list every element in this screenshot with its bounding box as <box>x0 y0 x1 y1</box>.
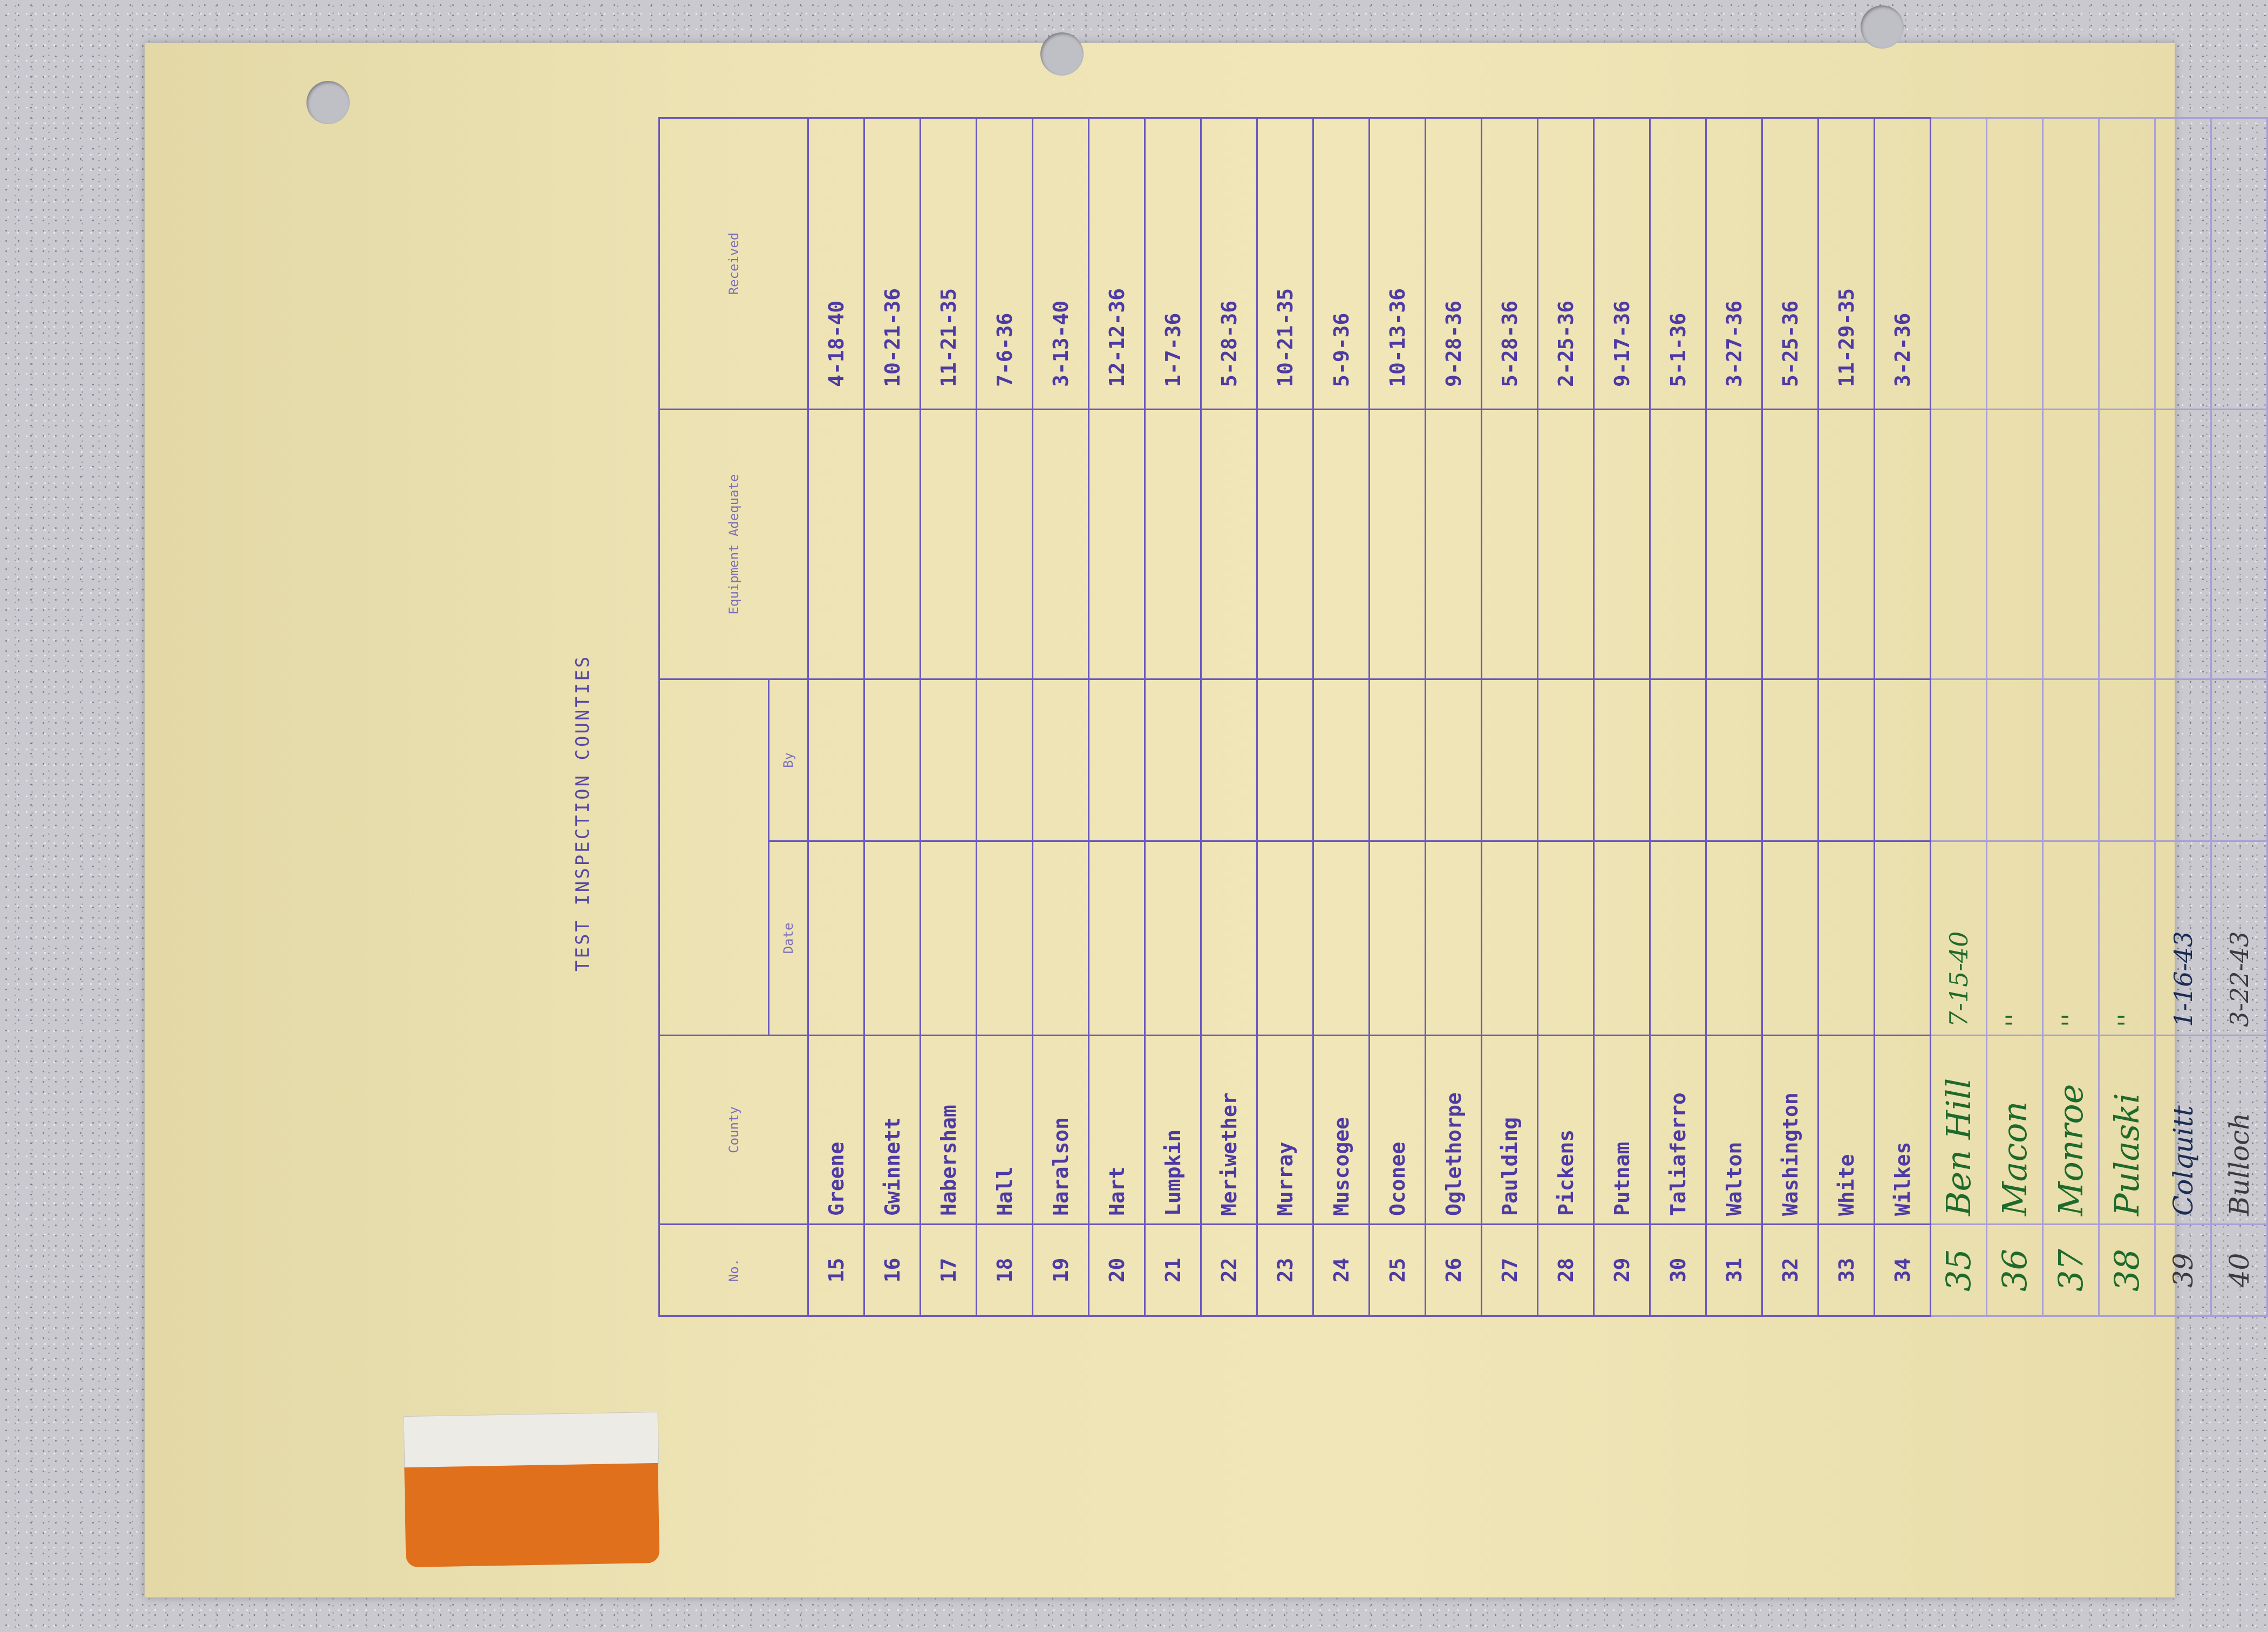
table-row-handwritten <box>1987 118 2043 1316</box>
inspected-by <box>1482 679 1538 841</box>
row-number: 33 <box>1819 1225 1875 1316</box>
row-number: 32 <box>1762 1225 1819 1316</box>
equipment-adequate <box>1201 410 1257 679</box>
index-tab-orange <box>404 1463 659 1567</box>
inspected-by <box>1426 679 1482 841</box>
inspected-by <box>1762 679 1819 841</box>
row-number: 37 <box>2043 1225 2099 1316</box>
equipment-adequate <box>1987 410 2043 679</box>
header-county: County <box>659 1036 808 1225</box>
county-name: Lumpkin <box>1145 1036 1201 1225</box>
equipment-adequate <box>1257 410 1313 679</box>
row-number: 21 <box>1145 1225 1201 1316</box>
row-number: 28 <box>1538 1225 1594 1316</box>
received-date: 3-13-40 <box>1033 118 1089 410</box>
equipment-adequate <box>1538 410 1594 679</box>
row-number: 17 <box>921 1225 977 1316</box>
inspection-date: 3-22-43 <box>2211 841 2267 1036</box>
county-name: Hart <box>1089 1036 1145 1225</box>
equipment-adequate <box>1145 410 1201 679</box>
county-name: Haralson <box>1033 1036 1089 1225</box>
received-date <box>2211 118 2267 410</box>
table-row <box>1650 118 1706 1316</box>
header-row <box>659 118 769 1316</box>
table-row-handwritten <box>2155 118 2211 1316</box>
received-date <box>2099 118 2155 410</box>
inspected-by <box>2099 679 2155 841</box>
table-row <box>977 118 1033 1316</box>
ledger-body <box>808 118 2267 1316</box>
county-name: Oconee <box>1370 1036 1426 1225</box>
row-number: 22 <box>1201 1225 1257 1316</box>
county-name: Putnam <box>1594 1036 1650 1225</box>
inspected-by <box>921 679 977 841</box>
county-name: Walton <box>1706 1036 1762 1225</box>
inspected-by <box>1706 679 1762 841</box>
table-row <box>864 118 921 1316</box>
county-name: Taliaferro <box>1650 1036 1706 1225</box>
table-row <box>1257 118 1313 1316</box>
table-row-handwritten <box>2043 118 2099 1316</box>
inspected-by <box>1594 679 1650 841</box>
county-name: Ben Hill <box>1931 1036 1987 1225</box>
equipment-adequate <box>1089 410 1145 679</box>
row-number: 39 <box>2155 1225 2211 1316</box>
equipment-adequate <box>1033 410 1089 679</box>
row-number: 16 <box>864 1225 921 1316</box>
county-name: Greene <box>808 1036 864 1225</box>
received-date: 5-1-36 <box>1650 118 1706 410</box>
table-row <box>1313 118 1370 1316</box>
table-row <box>921 118 977 1316</box>
county-name: Oglethorpe <box>1426 1036 1482 1225</box>
row-number: 34 <box>1875 1225 1931 1316</box>
received-date: 9-17-36 <box>1594 118 1650 410</box>
received-date: 11-29-35 <box>1819 118 1875 410</box>
received-date: 12-12-36 <box>1089 118 1145 410</box>
equipment-adequate <box>2155 410 2211 679</box>
received-date <box>1987 118 2043 410</box>
inspection-date <box>864 841 921 1036</box>
inspected-by <box>977 679 1033 841</box>
received-date: 9-28-36 <box>1426 118 1482 410</box>
inspection-date <box>1875 841 1931 1036</box>
county-name: Wilkes <box>1875 1036 1931 1225</box>
inspected-by <box>1201 679 1257 841</box>
county-name: Colquitt <box>2155 1036 2211 1225</box>
row-number: 26 <box>1426 1225 1482 1316</box>
county-name: Pulaski <box>2099 1036 2155 1225</box>
table-row <box>1706 118 1762 1316</box>
row-number: 15 <box>808 1225 864 1316</box>
county-name: Hall <box>977 1036 1033 1225</box>
row-number: 40 <box>2211 1225 2267 1316</box>
row-number: 23 <box>1257 1225 1313 1316</box>
equipment-adequate <box>864 410 921 679</box>
equipment-adequate <box>2043 410 2099 679</box>
inspected-by <box>808 679 864 841</box>
inspected-by <box>1538 679 1594 841</box>
row-number: 18 <box>977 1225 1033 1316</box>
county-name: Meriwether <box>1201 1036 1257 1225</box>
inspected-by <box>2155 679 2211 841</box>
inspection-date <box>1370 841 1426 1036</box>
equipment-adequate <box>1706 410 1762 679</box>
punch-hole-3 <box>1861 5 1904 49</box>
inspected-by <box>1089 679 1145 841</box>
received-date: 10-21-35 <box>1257 118 1313 410</box>
index-tab <box>404 1412 660 1567</box>
inspected-by <box>1257 679 1313 841</box>
inspected-by <box>1145 679 1201 841</box>
equipment-adequate <box>1482 410 1538 679</box>
received-date <box>1931 118 1987 410</box>
row-number: 35 <box>1931 1225 1987 1316</box>
table-row-handwritten <box>2099 118 2155 1316</box>
header-equipment: Equipment Adequate <box>659 410 808 679</box>
table-row-handwritten <box>2211 118 2267 1316</box>
county-name: Pickens <box>1538 1036 1594 1225</box>
inspection-date <box>1538 841 1594 1036</box>
inspected-by <box>1875 679 1931 841</box>
received-date: 4-18-40 <box>808 118 864 410</box>
table-row <box>1819 118 1875 1316</box>
inspection-date <box>1033 841 1089 1036</box>
received-date <box>2155 118 2211 410</box>
inspection-date <box>1426 841 1482 1036</box>
table-row <box>1201 118 1257 1316</box>
row-number: 24 <box>1313 1225 1370 1316</box>
county-name: Murray <box>1257 1036 1313 1225</box>
table-row <box>1370 118 1426 1316</box>
equipment-adequate <box>808 410 864 679</box>
inspected-by <box>2043 679 2099 841</box>
row-number: 19 <box>1033 1225 1089 1316</box>
received-date: 5-9-36 <box>1313 118 1370 410</box>
table-row <box>1089 118 1145 1316</box>
row-number: 36 <box>1987 1225 2043 1316</box>
header-group <box>659 679 769 1036</box>
county-name: Washington <box>1762 1036 1819 1225</box>
inspection-date: '' <box>1987 841 2043 1036</box>
punch-hole-2 <box>1040 32 1084 76</box>
equipment-adequate <box>2099 410 2155 679</box>
county-name: Gwinnett <box>864 1036 921 1225</box>
equipment-adequate <box>1426 410 1482 679</box>
equipment-adequate <box>1313 410 1370 679</box>
received-date: 3-27-36 <box>1706 118 1762 410</box>
equipment-adequate <box>1819 410 1875 679</box>
equipment-adequate <box>1875 410 1931 679</box>
table-row <box>808 118 864 1316</box>
header-no: No. <box>659 1225 808 1316</box>
received-date: 7-6-36 <box>977 118 1033 410</box>
inspected-by <box>1819 679 1875 841</box>
received-date: 1-7-36 <box>1145 118 1201 410</box>
inspected-by <box>1650 679 1706 841</box>
inspection-date <box>1650 841 1706 1036</box>
inspection-date <box>921 841 977 1036</box>
inspection-date <box>1762 841 1819 1036</box>
inspection-date: '' <box>2043 841 2099 1036</box>
header-by: By <box>769 679 808 841</box>
inspected-by <box>1370 679 1426 841</box>
inspection-date <box>1145 841 1201 1036</box>
received-date: 3-2-36 <box>1875 118 1931 410</box>
equipment-adequate <box>1650 410 1706 679</box>
row-number: 29 <box>1594 1225 1650 1316</box>
inspection-date <box>808 841 864 1036</box>
table-row-handwritten <box>1931 118 1987 1316</box>
county-name: Muscogee <box>1313 1036 1370 1225</box>
table-row <box>1762 118 1819 1316</box>
received-date: 5-28-36 <box>1201 118 1257 410</box>
inspected-by <box>864 679 921 841</box>
county-name: White <box>1819 1036 1875 1225</box>
table-row <box>1033 118 1089 1316</box>
rotated-form <box>270 76 2255 1371</box>
equipment-adequate <box>1370 410 1426 679</box>
inspection-date <box>977 841 1033 1036</box>
row-number: 20 <box>1089 1225 1145 1316</box>
table-row <box>1145 118 1201 1316</box>
inspection-date <box>1201 841 1257 1036</box>
inspected-by <box>1313 679 1370 841</box>
inspected-by <box>1931 679 1987 841</box>
header-received: Received <box>659 118 808 410</box>
county-name: Monroe <box>2043 1036 2099 1225</box>
row-number: 25 <box>1370 1225 1426 1316</box>
equipment-adequate <box>1931 410 1987 679</box>
received-date: 11-21-35 <box>921 118 977 410</box>
row-number: 38 <box>2099 1225 2155 1316</box>
row-number: 30 <box>1650 1225 1706 1316</box>
row-number: 27 <box>1482 1225 1538 1316</box>
equipment-adequate <box>977 410 1033 679</box>
county-name: Macon <box>1987 1036 2043 1225</box>
table-row <box>1482 118 1538 1316</box>
table-row <box>1875 118 1931 1316</box>
inspection-date <box>1819 841 1875 1036</box>
inspection-date: 1-16-43 <box>2155 841 2211 1036</box>
received-date: 10-21-36 <box>864 118 921 410</box>
inspected-by <box>2211 679 2267 841</box>
equipment-adequate <box>2211 410 2267 679</box>
inspection-date <box>1482 841 1538 1036</box>
row-number: 31 <box>1706 1225 1762 1316</box>
table-row <box>1538 118 1594 1316</box>
header-date: Date <box>769 841 808 1036</box>
inspection-date <box>1594 841 1650 1036</box>
inspection-date <box>1257 841 1313 1036</box>
received-date: 5-25-36 <box>1762 118 1819 410</box>
inspection-date <box>1313 841 1370 1036</box>
equipment-adequate <box>1762 410 1819 679</box>
inspected-by <box>1033 679 1089 841</box>
county-name: Habersham <box>921 1036 977 1225</box>
received-date: 10-13-36 <box>1370 118 1426 410</box>
inspection-date <box>1706 841 1762 1036</box>
table-row <box>1594 118 1650 1316</box>
county-name: Paulding <box>1482 1036 1538 1225</box>
inspected-by <box>1987 679 2043 841</box>
county-name: Bulloch <box>2211 1036 2267 1225</box>
inspection-date <box>1089 841 1145 1036</box>
county-ledger-table <box>658 117 2268 1317</box>
equipment-adequate <box>1594 410 1650 679</box>
index-tab-label-strip <box>404 1412 659 1468</box>
form-title: TEST INSPECTION COUNTIES <box>572 654 594 971</box>
equipment-adequate <box>921 410 977 679</box>
inspection-date: '' <box>2099 841 2155 1036</box>
received-date <box>2043 118 2099 410</box>
received-date: 2-25-36 <box>1538 118 1594 410</box>
received-date: 5-28-36 <box>1482 118 1538 410</box>
table-row <box>1426 118 1482 1316</box>
inspection-date: 7-15-40 <box>1931 841 1987 1036</box>
